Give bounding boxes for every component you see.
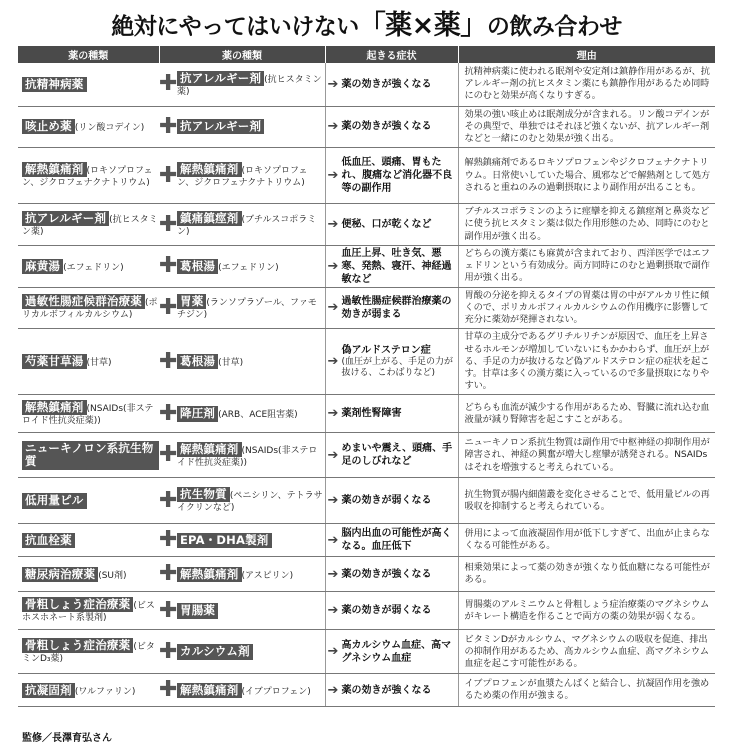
drug-a-note: (ポリカルボフィルカルシウム) xyxy=(22,298,158,321)
plus-icon: ✚ xyxy=(159,71,178,97)
drug-a-cell xyxy=(18,557,159,592)
symptom-text: 過敏性腸症候群治療薬の効きが弱まる xyxy=(341,295,452,320)
symptom-text: 脳内出血の可能性が高くなる。血圧低下 xyxy=(341,528,452,553)
page-title xyxy=(111,3,622,42)
arrow-right-icon: ➔ xyxy=(327,406,339,422)
arrow-right-icon: ➔ xyxy=(327,447,339,463)
drug-a-name: ニューキノロン系抗生物質 xyxy=(22,441,159,469)
table-row xyxy=(18,395,715,433)
reason-cell: 効果の強い咳止めは眠剤成分が含まれる。リン酸コデインがその典型で、単独ではそれほど強くないが、抗アレルギー剤などと一緒にのむと効果が強く出る。 xyxy=(458,106,715,148)
symptom-text: 薬の効きが弱くなる xyxy=(341,605,432,617)
symptom-text: 薬の効きが弱くなる xyxy=(341,495,432,507)
arrow-right-icon: ➔ xyxy=(327,300,339,316)
drug-a-cell xyxy=(18,204,159,246)
drug-b-name: 解熱鎮痛剤 xyxy=(177,162,242,177)
symptom-cell xyxy=(325,630,458,674)
drug-b-cell xyxy=(159,433,325,478)
plus-icon: ✚ xyxy=(159,400,178,426)
symptom-cell xyxy=(325,478,458,524)
drug-b-cell xyxy=(159,245,325,287)
symptom-cell xyxy=(325,557,458,592)
table-row xyxy=(18,557,715,592)
drug-a-name: 解熱鎮痛剤 xyxy=(22,162,87,177)
drug-b-note: (アスピリン) xyxy=(241,570,294,581)
drug-a-note: (甘草) xyxy=(86,358,112,369)
arrow-right-icon: ➔ xyxy=(327,603,339,619)
table-row xyxy=(18,329,715,395)
reason-cell: 抗精神病薬に使われる眠剤や安定剤は鎮静作用があるが、抗アレルギー剤の抗ヒスタミン薬にも鎮静作用があるため同時にのむと効果が高くなりすぎる。 xyxy=(458,63,715,106)
drug-a-note: (エフェドリン) xyxy=(63,262,124,273)
plus-icon: ✚ xyxy=(159,597,178,623)
drug-b-name: 抗アレルギー剤 xyxy=(177,71,264,86)
drug-b-note: (NSAIDs(非ステロイド性抗炎症薬)) xyxy=(177,445,318,468)
drug-b-note: (ペニシリン、テトラサイクリンなど) xyxy=(177,491,323,514)
drug-b-name: 解熱鎮痛剤 xyxy=(177,683,242,698)
drug-b-note: (ランソプラゾール、ファモチジン) xyxy=(177,298,317,321)
drug-a-name: 抗血栓薬 xyxy=(22,533,75,548)
drug-a-name: 抗凝固剤 xyxy=(22,683,75,698)
drug-a-name: 抗アレルギー剤 xyxy=(22,211,109,226)
drug-a-name: 骨粗しょう症治療薬 xyxy=(22,638,133,653)
drug-b-cell xyxy=(159,674,325,707)
drug-b-cell xyxy=(159,329,325,395)
table-row xyxy=(18,433,715,478)
symptom-text: 薬の効きが強くなる xyxy=(341,121,432,133)
drug-a-name: 抗精神病薬 xyxy=(22,77,87,92)
drug-b-name: 鎮痛鎮痙剤 xyxy=(177,211,242,226)
reason-cell: 相乗効果によって薬の効きが強くなり低血糖になる可能性がある。 xyxy=(458,557,715,592)
reason-cell: 甘草の主成分であるグリチルリチンが原因で、血圧を上昇させるホルモンが増加していないにもかかわらず、血圧が上がる、手足の力が抜けるなど偽アルドステロン症の症状を起こす。甘草は多くの漢方薬に入っているので多量摂取になりやすい。 xyxy=(458,329,715,395)
drug-a-cell xyxy=(18,478,159,524)
drug-b-name: 葛根湯 xyxy=(177,354,218,369)
drug-b-note: (エフェドリン) xyxy=(218,262,279,273)
drug-a-note: (抗ヒスタミン薬) xyxy=(22,214,158,238)
reason-cell: どちらも血流が減少する作用があるため、腎臓に流れ込む血液量が減り腎障害を起こすことがある。 xyxy=(458,395,715,433)
drug-a-cell xyxy=(18,287,159,329)
drug-a-cell xyxy=(18,245,159,287)
plus-icon: ✚ xyxy=(159,677,178,703)
drug-b-name: カルシウム剤 xyxy=(177,644,253,659)
arrow-right-icon: ➔ xyxy=(327,168,339,184)
drug-a-cell xyxy=(18,674,159,707)
plus-icon: ✚ xyxy=(159,253,178,279)
drug-b-name: 降圧剤 xyxy=(177,406,218,421)
header-drug-b: 薬の種類 xyxy=(159,46,325,63)
title-pre: 絶対にやってはいけない xyxy=(111,13,359,40)
arrow-right-icon: ➔ xyxy=(327,76,339,92)
drug-b-cell xyxy=(159,557,325,592)
drug-b-cell xyxy=(159,106,325,148)
drug-a-cell xyxy=(18,148,159,204)
symptom-cell xyxy=(325,433,458,478)
drug-a-name: 低用量ピル xyxy=(22,493,87,508)
table-row xyxy=(18,524,715,557)
drug-a-name: 芍薬甘草湯 xyxy=(22,354,87,369)
drug-a-note: (ビタミンD₃薬) xyxy=(22,642,155,665)
drug-b-cell xyxy=(159,478,325,524)
drug-a-cell xyxy=(18,524,159,557)
interaction-table xyxy=(18,46,715,707)
drug-a-note: (ビスホスホネート系製剤) xyxy=(22,601,155,624)
plus-icon: ✚ xyxy=(159,348,178,374)
drug-b-cell xyxy=(159,395,325,433)
table-row xyxy=(18,630,715,674)
drug-a-cell xyxy=(18,630,159,674)
title-highlight: 「薬×薬」 xyxy=(358,9,487,41)
symptom-text: 高カルシウム血症、高マグネシウム血症 xyxy=(341,639,452,664)
drug-b-note: (ARB、ACE阻害薬) xyxy=(218,410,298,421)
drug-b-cell xyxy=(159,63,325,106)
reason-cell: 胃腸薬のアルミニウムと骨粗しょう症治療薬のマグネシウムがキレート構造を作ることで両方の薬の効果が弱くなる。 xyxy=(458,592,715,630)
symptom-cell xyxy=(325,592,458,630)
header-reason: 理由 xyxy=(458,46,715,63)
drug-a-name: 咳止め薬 xyxy=(22,119,75,134)
table-row xyxy=(18,674,715,707)
drug-a-cell xyxy=(18,592,159,630)
drug-a-name: 骨粗しょう症治療薬 xyxy=(22,597,133,612)
drug-a-note: (リン酸コデイン) xyxy=(74,123,145,134)
header-symptom: 起きる症状 xyxy=(325,46,458,63)
drug-b-note: (ブチルスコポラミン) xyxy=(177,214,317,238)
drug-a-note: (ロキソプロフェン、ジクロフェナクナトリウム) xyxy=(22,165,153,189)
symptom-note: (血圧が上がる、手足の力が抜ける、こわばりなど) xyxy=(341,356,454,379)
reason-cell: 抗生物質が腸内細菌叢を変化させることで、低用量ピルの再吸収を抑制すると考えられている。 xyxy=(458,478,715,524)
drug-a-note: (ワルファリン) xyxy=(74,686,136,697)
symptom-cell xyxy=(325,63,458,106)
symptom-text: めまいや震え、頭痛、手足のしびれなど xyxy=(341,443,453,468)
drug-b-cell xyxy=(159,592,325,630)
symptom-text: 薬の効きが強くなる xyxy=(341,78,432,90)
plus-icon: ✚ xyxy=(159,211,178,237)
plus-icon: ✚ xyxy=(159,113,178,139)
drug-a-note: (SU剤) xyxy=(98,570,127,581)
symptom-text: 便秘、口が乾くなど xyxy=(341,219,432,231)
plus-icon: ✚ xyxy=(159,561,178,587)
symptom-cell xyxy=(325,106,458,148)
drug-b-note: (ロキソプロフェン、ジクロフェナクナトリウム) xyxy=(177,165,308,189)
arrow-right-icon: ➔ xyxy=(327,566,339,582)
arrow-right-icon: ➔ xyxy=(327,644,339,660)
symptom-text: 偽アルドステロン症 xyxy=(341,344,431,356)
symptom-cell xyxy=(325,674,458,707)
arrow-right-icon: ➔ xyxy=(327,119,339,135)
title-bar xyxy=(0,0,733,44)
reason-cell: 併用によって血液凝固作用が低下しすぎて、出血が止まらなくなる可能性がある。 xyxy=(458,524,715,557)
arrow-right-icon: ➔ xyxy=(327,217,339,233)
symptom-cell xyxy=(325,395,458,433)
drug-a-cell xyxy=(18,395,159,433)
table-row xyxy=(18,106,715,148)
drug-a-cell xyxy=(18,433,159,478)
title-post: の飲み合わせ xyxy=(486,13,622,40)
table-row xyxy=(18,63,715,106)
drug-a-cell xyxy=(18,329,159,395)
drug-b-note: (甘草) xyxy=(218,358,244,369)
drug-b-cell xyxy=(159,204,325,246)
reason-cell: ニューキノロン系抗生物質は副作用で中枢神経の抑制作用が障害され、神経の興奮が増大し痙攣が誘発される。NSAIDsはそれを増強すると考えられている。 xyxy=(458,433,715,478)
drug-b-name: 胃腸薬 xyxy=(177,603,218,618)
reason-cell: ビタミンDがカルシウム、マグネシウムの吸収を促進、排出の抑制作用があるため、高カルシウム血症、高マグネシウム血症を起こす可能性がある。 xyxy=(458,630,715,674)
symptom-cell xyxy=(325,524,458,557)
plus-icon: ✚ xyxy=(159,162,178,188)
symptom-text: 薬の効きが強くなる xyxy=(341,684,432,696)
symptom-text: 低血圧、頭痛、胃もたれ、腹痛など消化器不良等の副作用 xyxy=(341,157,453,195)
drug-a-name: 解熱鎮痛剤 xyxy=(22,400,87,415)
symptom-text: 薬の効きが強くなる xyxy=(341,568,432,580)
table-row xyxy=(18,204,715,246)
plus-icon: ✚ xyxy=(159,442,178,468)
table-row xyxy=(18,478,715,524)
symptom-text: 血圧上昇、吐き気、悪寒、発熱、寝汗、神経過敏など xyxy=(341,247,452,285)
drug-b-name: EPA・DHA製剤 xyxy=(177,533,272,548)
drug-a-cell xyxy=(18,63,159,106)
plus-icon: ✚ xyxy=(159,638,178,664)
drug-b-name: 胃薬 xyxy=(177,294,206,309)
table-row xyxy=(18,148,715,204)
symptom-cell xyxy=(325,287,458,329)
drug-b-name: 抗アレルギー剤 xyxy=(177,119,264,134)
reason-cell: 解熱鎮痛剤であるロキソプロフェンやジクロフェナクナトリウム。日常使いしていた場合、風邪などで解熱剤として処方されると重ねのみの過剰摂取により副作用が出ることも。 xyxy=(458,148,715,204)
drug-b-cell xyxy=(159,630,325,674)
reason-cell: 胃酸の分泌を抑えるタイプの胃薬は胃の中がアルカリ性に傾くので、ポリカルボフィルカルシウムの作用機序に影響して充分に薬効が発揮されない。 xyxy=(458,287,715,329)
plus-icon: ✚ xyxy=(159,487,178,513)
drug-b-cell xyxy=(159,524,325,557)
drug-a-name: 糖尿病治療薬 xyxy=(22,567,98,582)
drug-b-name: 解熱鎮痛剤 xyxy=(177,567,242,582)
table-row xyxy=(18,287,715,329)
reason-cell: どちらの漢方薬にも麻黄が含まれており、西洋医学ではエフェドリンという有効成分。両方同時にのむと過剰摂取で副作用が強く出る。 xyxy=(458,245,715,287)
table-row xyxy=(18,245,715,287)
symptom-cell xyxy=(325,329,458,395)
header-drug-a: 薬の種類 xyxy=(18,46,159,63)
symptom-cell xyxy=(325,148,458,204)
plus-icon: ✚ xyxy=(159,294,178,320)
drug-a-cell xyxy=(18,106,159,148)
drug-b-name: 抗生物質 xyxy=(177,487,230,502)
drug-b-name: 解熱鎮痛剤 xyxy=(177,442,242,457)
arrow-right-icon: ➔ xyxy=(327,682,339,698)
drug-b-cell xyxy=(159,148,325,204)
symptom-text: 薬剤性腎障害 xyxy=(341,408,402,420)
arrow-right-icon: ➔ xyxy=(327,354,339,370)
symptom-cell xyxy=(325,245,458,287)
supervisor-credit: 監修／長澤育弘さん xyxy=(22,733,112,744)
table-header-row xyxy=(18,46,715,63)
drug-b-note: (抗ヒスタミン薬) xyxy=(177,74,322,97)
table-row xyxy=(18,592,715,630)
reason-cell: イブプロフェンが血漿たんぱくと結合し、抗凝固作用を強めるため薬の作用が強まる。 xyxy=(458,674,715,707)
plus-icon: ✚ xyxy=(159,527,178,553)
reason-cell: ブチルスコポラミンのように痙攣を抑える鎮痙剤と鼻炎などに使う抗ヒスタミン薬は似た作用形態のため、同時にのむと副作用が強く出る。 xyxy=(458,204,715,246)
drug-a-name: 過敏性腸症候群治療薬 xyxy=(22,294,145,309)
arrow-right-icon: ➔ xyxy=(327,258,339,274)
arrow-right-icon: ➔ xyxy=(327,493,339,509)
drug-b-note: (イブプロフェン) xyxy=(241,686,311,697)
drug-b-name: 葛根湯 xyxy=(177,259,218,274)
arrow-right-icon: ➔ xyxy=(327,532,339,548)
drug-a-note: (NSAIDs(非ステロイド性抗炎症薬)) xyxy=(22,404,154,427)
drug-b-cell xyxy=(159,287,325,329)
symptom-cell xyxy=(325,204,458,246)
drug-a-name: 麻黄湯 xyxy=(22,259,63,274)
